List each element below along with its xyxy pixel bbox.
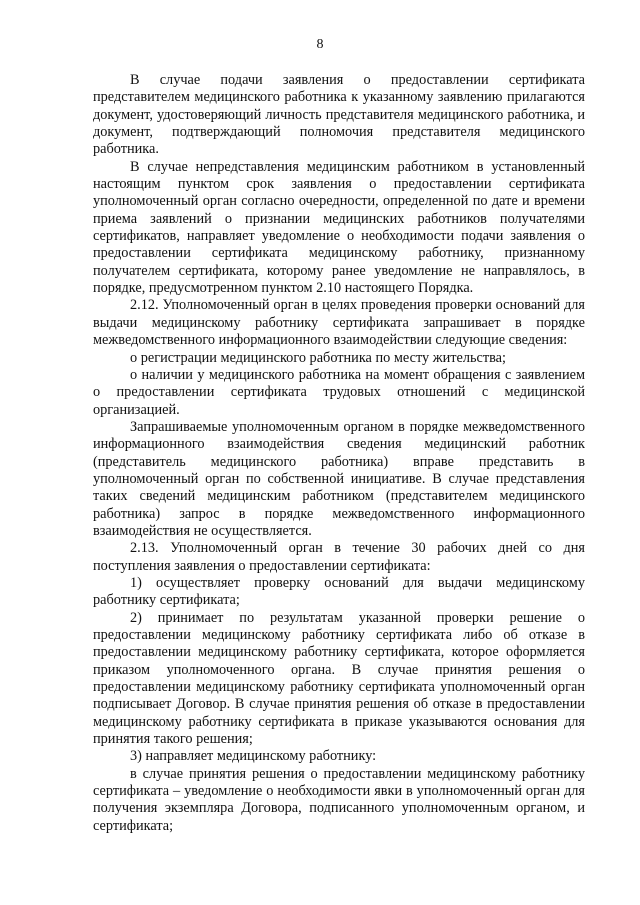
paragraph-item-3: 3) направляет медицинскому работнику: — [130, 748, 377, 765]
paragraph-representative-application: В случае подачи заявления о предоставлении сертификата представителем медицинского работника к указанному заявлению прилагаются документ, удостоверяющий личность представителя медицинского работника, и документ, подтверждающий полномочия представителя медицинского работника. — [93, 72, 585, 158]
paragraph-non-submission-notice: В случае непредставления медицинским работником в установленный настоящим пунктом срок заявления о предоставлении сертификата уполномоченный орган согласно очередности, определенной по дате и времени приема заявлений о признании медицинских работников получателями сертификатов, направляет уведомление о необходимости подачи заявления о предоставлении сертификата медицинскому работнику, признанному получателем сертификата, которому ранее уведомление не направлялось, в порядке, предусмотренном пунктом 2.10 настоящего Порядка. — [93, 158, 585, 297]
paragraph-own-initiative: Запрашиваемые уполномоченным органом в порядке межведомственного информационного взаимодействия сведения медицинский работник (представитель медицинского работника) вправе представить в уполномоченный орган по собственной инициативе. В случае представления таких сведений медицинским работником (представителем медицинского работника) запрос в порядке межведомственного информационного взаимодействия не осуществляется. — [93, 418, 585, 539]
page-number: 8 — [316, 37, 324, 52]
paragraph-employment-info: о наличии у медицинского работника на момент обращения с заявлением о предоставлении сертификата трудовых отношений с медицинской организацией. — [93, 366, 585, 418]
paragraph-clause-2-12: 2.12. Уполномоченный орган в целях проведения проверки оснований для выдачи медицинскому работнику сертификата запрашивает в порядке межведомственного информационного взаимодействии следующие сведения: — [93, 297, 585, 349]
document-body — [93, 72, 585, 835]
paragraph-item-2: 2) принимает по результатам указанной проверки решение о предоставлении медицинскому работнику сертификата либо об отказе в предоставлении медицинскому работнику сертификата, которое оформляется приказом уполномоченного органа. В случае принятия решения о предоставлении медицинскому работнику сертификата уполномоченный орган подписывает Договор. В случае принятия решения об отказе в предоставлении медицинскому работнику сертификата в приказе указываются основания для принятия такого решения; — [93, 609, 585, 748]
paragraph-clause-2-13: 2.13. Уполномоченный орган в течение 30 рабочих дней со дня поступления заявления о предоставлении сертификата: — [93, 540, 585, 574]
paragraph-registration-info: о регистрации медицинского работника по месту жительства; — [130, 349, 506, 366]
paragraph-item-1: 1) осуществляет проверку оснований для выдачи медицинскому работнику сертификата; — [93, 574, 585, 609]
paragraph-item-3-notice: в случае принятия решения о предоставлении медицинскому работнику сертификата – уведомление о необходимости явки в уполномоченный орган для получения экземпляра Договора, подписанного уполномоченным органом, и сертификата; — [93, 765, 585, 834]
